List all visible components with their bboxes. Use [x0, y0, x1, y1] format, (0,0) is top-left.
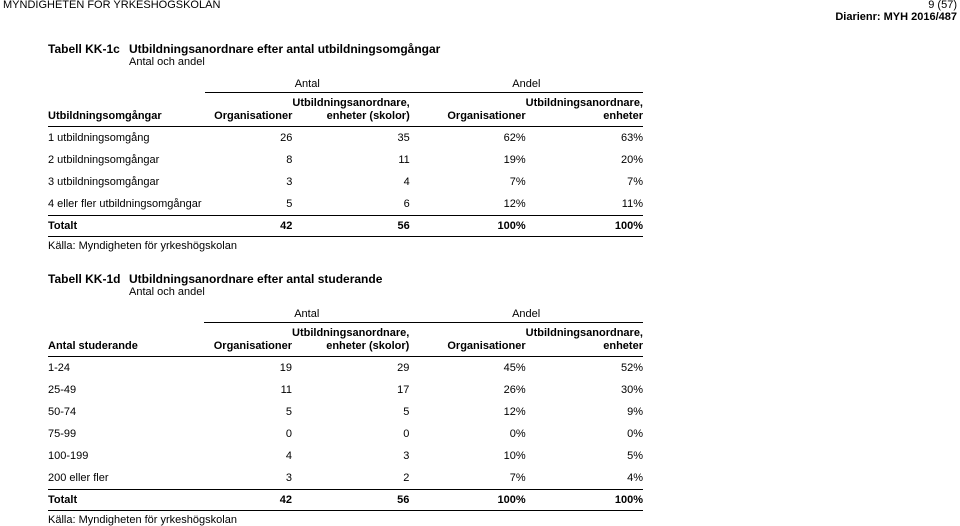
cell: 7% — [627, 176, 643, 188]
cell: 2 utbildningsomgångar — [48, 154, 160, 166]
table-row — [48, 357, 643, 380]
table-row — [48, 171, 643, 193]
cell: 100% — [409, 490, 525, 511]
table-row — [48, 423, 643, 445]
cell: 2 — [403, 472, 410, 484]
cell: 5 — [285, 406, 292, 418]
cell: 11 — [280, 384, 292, 396]
cell: 5 — [286, 198, 293, 210]
cell: 7% — [509, 176, 526, 188]
cell: 52% — [620, 362, 643, 374]
page-number: 9 (57) — [928, 0, 957, 11]
cell: 100-199 — [48, 450, 89, 462]
page-header-right — [835, 0, 957, 23]
table-row — [48, 127, 643, 150]
data-table — [48, 70, 643, 237]
cell: 11 — [398, 154, 410, 166]
cell: 3 — [285, 472, 292, 484]
cell: 0 — [403, 428, 410, 440]
cell: 19% — [503, 154, 526, 166]
cell: 100% — [526, 490, 643, 511]
cell: 5% — [627, 450, 643, 462]
table-kk-1d — [48, 272, 643, 526]
cell: 45% — [503, 362, 526, 374]
table-title: Utbildningsanordnare efter antal studerande — [129, 272, 383, 286]
column-header: Organisationer — [205, 93, 293, 127]
table-subtitle: Antal och andel — [129, 286, 205, 298]
column-header: Utbildningsanordnare, enheter (skolor) — [292, 323, 409, 357]
cell: 5 — [403, 406, 410, 418]
table-row — [48, 193, 643, 216]
total-row — [48, 490, 643, 511]
cell: 25-49 — [48, 384, 77, 396]
cell: 100% — [526, 216, 643, 237]
cell: 63% — [620, 132, 643, 144]
table-row — [48, 445, 643, 467]
cell: 56 — [292, 490, 409, 511]
column-header: Utbildningsanordnare, enheter (skolor) — [292, 93, 409, 127]
cell: 42 — [205, 216, 293, 237]
cell: 4 — [285, 450, 292, 462]
cell: 1-24 — [48, 362, 71, 374]
table-title-block — [48, 272, 643, 300]
source-note: Källa: Myndigheten för yrkeshögskolan — [48, 514, 237, 526]
cell: 75-99 — [48, 428, 77, 440]
cell: Totalt — [48, 216, 205, 237]
cell: 0% — [627, 428, 643, 440]
cell: 11% — [621, 198, 643, 210]
cell: 20% — [620, 154, 643, 166]
group-header-andel: Andel — [410, 70, 643, 93]
cell: 4 eller fler utbildningsomgångar — [48, 198, 202, 210]
data-table — [48, 300, 643, 511]
group-header-antal: Antal — [204, 300, 409, 323]
cell: 26 — [280, 132, 293, 144]
table-title: Utbildningsanordnare efter antal utbildningsomgångar — [129, 42, 441, 56]
cell: 12% — [503, 406, 526, 418]
cell: 7% — [509, 472, 526, 484]
column-header: Organisationer — [204, 323, 292, 357]
cell: 19 — [279, 362, 292, 374]
table-number: Tabell KK-1d — [48, 272, 121, 286]
cell: Totalt — [48, 490, 204, 511]
cell: 50-74 — [48, 406, 77, 418]
cell: 29 — [397, 362, 410, 374]
cell: 30% — [620, 384, 643, 396]
agency-name: MYNDIGHETEN FÖR YRKESHÖGSKOLAN — [3, 0, 221, 11]
source-note: Källa: Myndigheten för yrkeshögskolan — [48, 240, 237, 252]
table-kk-1c — [48, 42, 643, 252]
column-header: Utbildningsanordnare, enheter — [526, 323, 643, 357]
table-number: Tabell KK-1c — [48, 42, 120, 56]
cell: 1 utbildningsomgång — [48, 132, 150, 144]
group-header-andel: Andel — [409, 300, 643, 323]
cell: 0% — [509, 428, 526, 440]
cell: 100% — [410, 216, 526, 237]
cell: 12% — [503, 198, 526, 210]
cell: 10% — [503, 450, 526, 462]
cell: 26% — [503, 384, 526, 396]
table-row — [48, 401, 643, 423]
cell: 4 — [403, 176, 410, 188]
column-header: Organisationer — [410, 93, 526, 127]
cell: 42 — [204, 490, 292, 511]
cell: 3 — [403, 450, 410, 462]
column-header: Antal studerande — [48, 323, 204, 357]
cell: 3 utbildningsomgångar — [48, 176, 160, 188]
cell: 4% — [627, 472, 643, 484]
cell: 62% — [503, 132, 526, 144]
cell: 9% — [627, 406, 643, 418]
cell: 8 — [286, 154, 293, 166]
table-row — [48, 149, 643, 171]
cell: 17 — [397, 384, 410, 396]
table-row — [48, 379, 643, 401]
cell: 200 eller fler — [48, 472, 109, 484]
table-row — [48, 467, 643, 490]
table-title-block — [48, 42, 643, 70]
column-header: Utbildningsomgångar — [48, 93, 205, 127]
cell: 3 — [286, 176, 293, 188]
cell: 0 — [285, 428, 292, 440]
cell: 6 — [403, 198, 410, 210]
total-row — [48, 216, 643, 237]
diarienr: Diarienr: MYH 2016/487 — [835, 11, 957, 23]
column-header: Organisationer — [409, 323, 525, 357]
column-header: Utbildningsanordnare, enheter — [526, 93, 643, 127]
group-header-antal: Antal — [205, 70, 410, 93]
cell: 56 — [292, 216, 409, 237]
cell: 35 — [397, 132, 410, 144]
table-subtitle: Antal och andel — [129, 56, 205, 68]
